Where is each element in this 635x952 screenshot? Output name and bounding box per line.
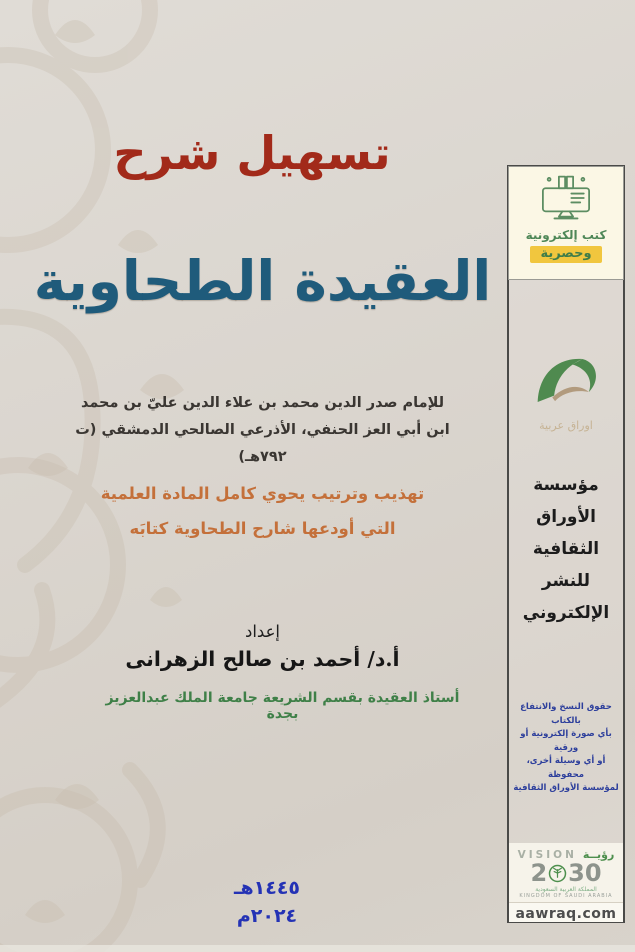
copyright-line: لمؤسسة الأوراق الثقافية: [513, 783, 619, 793]
vision-label-row: [509, 843, 623, 861]
series-supertitle: تسهيل شرح: [113, 126, 391, 180]
publisher-name-line: مؤسسة: [533, 475, 599, 495]
badge-label-ebooks: كتب إلكترونية: [525, 228, 607, 242]
country-name-arabic: المملكة العربية السعودية: [535, 886, 597, 893]
publisher-name: [509, 469, 623, 629]
copyright-line: أو أي وسيلة أخرى، محفوظة: [526, 756, 606, 780]
vision-year-suffix: 30: [568, 859, 602, 887]
author-line-2: ابن أبي العز الحنفي، الأذرعي الصالحي الدمشقي (ت ٧٩٢هـ): [75, 421, 450, 465]
exclusive-ebooks-badge: [508, 166, 624, 280]
publisher-name-line: للنشر: [541, 571, 591, 591]
publisher-name-line: الثقافية: [532, 539, 600, 559]
publication-date: [180, 874, 354, 930]
vision-label-ar: رؤيــة: [582, 848, 615, 861]
vision-year: [509, 861, 623, 885]
vision-2030-block: [509, 843, 623, 921]
copyright-notice: [513, 701, 619, 796]
book-title: العقيدة الطحاوية: [33, 248, 492, 313]
prepared-by-label: إعداد: [244, 622, 281, 641]
palm-emblem-icon: [548, 864, 567, 883]
ebook-monitor-icon: [537, 174, 595, 222]
awraq-arabia-logo: [509, 349, 623, 432]
gregorian-year: ٢٠٢٤م: [236, 905, 298, 927]
hijri-year: ١٤٤٥هـ: [233, 877, 301, 899]
author-attribution: [55, 390, 470, 470]
awraq-leaf-icon: [524, 349, 608, 413]
vision-label-en: VISION: [517, 849, 577, 861]
edition-line-2: التي أودعها شارح الطحاوية كتابَه: [129, 518, 396, 538]
publisher-name-line: الإلكتروني: [522, 603, 610, 623]
preparer-name: أ.د/ أحمد بن صالح الزهرانى: [125, 647, 400, 671]
edition-line-1: تهذيب وترتيب يحوي كامل المادة العلمية: [100, 484, 425, 503]
website-url: aawraq.com: [509, 902, 623, 922]
copyright-line: حقوق النسخ والانتفاع بالكتاب: [520, 702, 612, 726]
badge-label-exclusive: وحصرية: [530, 246, 601, 263]
author-line-1: للإمام صدر الدين محمد بن علاء الدين عليّ بن محمد: [80, 395, 445, 411]
country-name-english: KINGDOM OF SAUDI ARABIA: [519, 893, 613, 899]
copyright-line: بأي صورة إلكترونية أو ورقية: [520, 729, 612, 753]
preparer-title: أستاذ العقيدة بقسم الشريعة جامعة الملك عبدالعزيز بجدة: [105, 690, 460, 722]
awraq-logo-caption: اوراق عربية: [539, 419, 593, 432]
publisher-name-line: الأوراق: [536, 507, 596, 527]
edition-description: [55, 477, 470, 546]
publisher-sidebar: [507, 165, 625, 923]
vision-year-prefix: 2: [530, 859, 548, 887]
